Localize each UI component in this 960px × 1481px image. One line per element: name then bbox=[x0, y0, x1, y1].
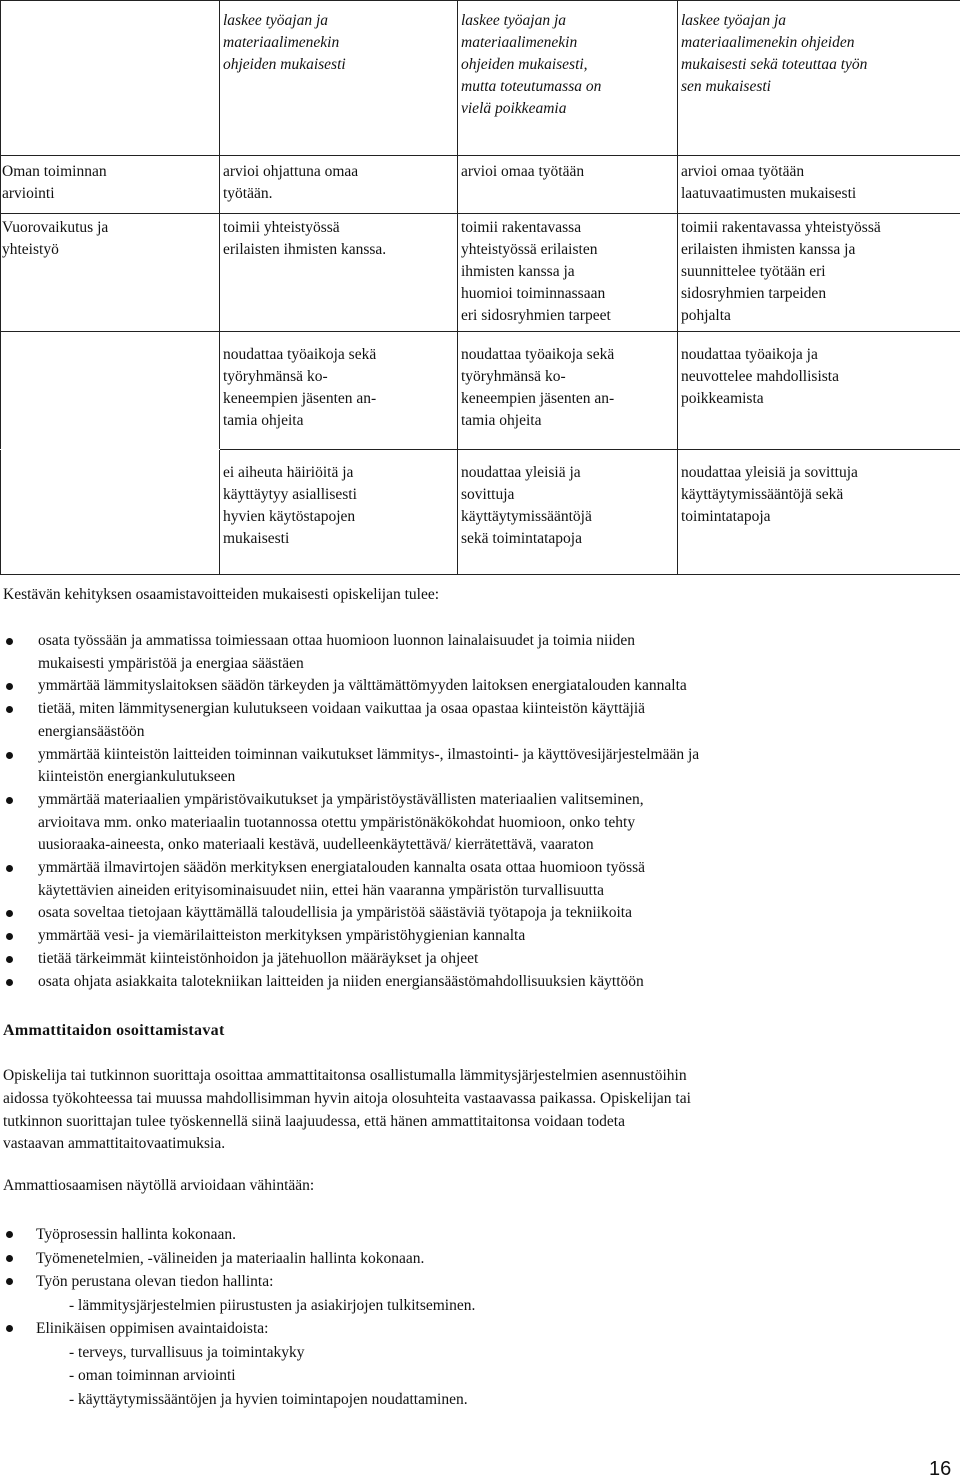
level-1-cell bbox=[220, 332, 458, 450]
assessment-lead: Ammattiosaamisen näytöllä arvioidaan vähintään: bbox=[3, 1177, 315, 1194]
cell-line: laskee työajan ja bbox=[461, 12, 567, 29]
level-3-cell bbox=[678, 332, 960, 450]
item-line: ymmärtää kiinteistön laitteiden toiminnan vaikutukset lämmitys-, ilmastointi- ja käyttövesijärjestelmään ja bbox=[38, 745, 700, 763]
cell-line: arvioi omaa työtään bbox=[681, 163, 805, 180]
list-item bbox=[3, 630, 953, 675]
cell-line: neuvottelee mahdollisista bbox=[681, 368, 839, 385]
item-line: ymmärtää lämmityslaitoksen säädön tärkeyden ja välttämättömyyden laitoksen energiatalouden kannalta bbox=[38, 677, 687, 695]
cell-line: sidosryhmien tarpeiden bbox=[681, 285, 827, 302]
criterion-label: Vuorovaikutus ja bbox=[2, 219, 109, 236]
item-line: ymmärtää vesi- ja viemärilaitteiston merkityksen ympäristöhygienian kannalta bbox=[38, 927, 526, 945]
assessment-criteria-table bbox=[0, 0, 960, 575]
item-line: arvioitava mm. onko materiaalin tuotannossa otettu ympäristönäkökohdat huomioon, onko tehty bbox=[38, 813, 636, 831]
cell-line: poikkeamista bbox=[681, 390, 764, 407]
criterion-label: Oman toiminnan bbox=[2, 163, 107, 180]
cell-line: huomioi toiminnassaan bbox=[461, 285, 606, 302]
cell-line: materiaalimenekin ohjeiden bbox=[681, 34, 855, 51]
cell-line: tamia ohjeita bbox=[461, 412, 542, 429]
list-item bbox=[3, 857, 953, 902]
level-3-cell bbox=[678, 214, 960, 332]
level-2-cell bbox=[458, 1, 678, 156]
table-row bbox=[1, 156, 960, 214]
cell-line: mukaisesti sekä toteuttaa työn bbox=[681, 56, 868, 73]
cell-line: noudattaa yleisiä ja bbox=[461, 464, 581, 481]
level-2-cell bbox=[458, 214, 678, 332]
cell-line: arvioi ohjattuna omaa bbox=[223, 163, 359, 180]
cell-line: noudattaa työaikoja ja bbox=[681, 346, 818, 363]
table-row bbox=[1, 450, 960, 575]
sub-item: - oman toiminnan arviointi bbox=[69, 1367, 236, 1384]
level-2-cell bbox=[458, 450, 678, 575]
cell-line: hyvien käytöstapojen bbox=[223, 508, 356, 525]
item-line: osata ohjata asiakkaita talotekniikan laitteiden ja niiden energiansäästömahdollisuuksien käyttöön bbox=[38, 972, 644, 990]
level-2-cell bbox=[458, 156, 678, 214]
cell-line: tamia ohjeita bbox=[223, 412, 304, 429]
sub-item: - käyttäytymissääntöjen ja hyvien toimintapojen noudattaminen. bbox=[69, 1390, 468, 1408]
item-line: tietää, miten lämmitysenergian kulutukseen voidaan vaikuttaa ja osaa opastaa kiinteistön käyttäjiä bbox=[38, 700, 646, 718]
item-line: kiinteistön energiankulutukseen bbox=[38, 768, 236, 786]
cell-line: sen mukaisesti bbox=[681, 78, 771, 95]
level-2-cell bbox=[458, 332, 678, 450]
cell-line: yhteistyössä erilaisten bbox=[461, 241, 598, 258]
cell-line: ihmisten kanssa ja bbox=[461, 263, 575, 280]
list-item bbox=[3, 698, 953, 743]
cell-line: käyttäytymissääntöjä bbox=[461, 508, 592, 525]
list-item bbox=[3, 675, 953, 698]
cell-line: laskee työajan ja bbox=[681, 12, 787, 29]
level-1-cell bbox=[220, 1, 458, 156]
cell-line: toimii rakentavassa bbox=[461, 219, 582, 236]
list-item bbox=[3, 744, 953, 789]
cell-line: laatuvaatimusten mukaisesti bbox=[681, 185, 857, 202]
list-item bbox=[3, 948, 953, 971]
cell-line: keneempien jäsenten an- bbox=[223, 390, 377, 407]
table-row bbox=[1, 1, 960, 156]
level-3-cell bbox=[678, 1, 960, 156]
cell-line: keneempien jäsenten an- bbox=[461, 390, 615, 407]
cell-line: ei aiheuta häiriöitä ja bbox=[223, 464, 354, 481]
criterion-cell bbox=[1, 1, 220, 156]
item-label: Elinikäisen oppimisen avaintaidoista: bbox=[36, 1320, 269, 1337]
cell-line: arvioi omaa työtään bbox=[461, 163, 585, 180]
cell-line: suunnittelee työtään eri bbox=[681, 263, 826, 280]
list-item bbox=[3, 902, 953, 925]
level-1-cell bbox=[220, 450, 458, 575]
table-row bbox=[1, 214, 960, 332]
cell-line: ohjeiden mukaisesti bbox=[223, 56, 346, 73]
list-item bbox=[3, 1317, 953, 1411]
cell-line: sekä toimintatapoja bbox=[461, 530, 582, 547]
list-item bbox=[3, 1223, 953, 1247]
item-label: Työprosessin hallinta kokonaan. bbox=[36, 1226, 236, 1243]
criterion-label: arviointi bbox=[2, 185, 55, 202]
list-item bbox=[3, 1270, 953, 1317]
cell-line: erilaisten ihmisten kanssa ja bbox=[681, 241, 856, 258]
level-3-cell bbox=[678, 450, 960, 575]
cell-line: mukaisesti bbox=[223, 530, 290, 547]
criterion-cell bbox=[1, 332, 220, 450]
item-line: ymmärtää ilmavirtojen säädön merkityksen energiatalouden kannalta osata ottaa huomioon työssä bbox=[38, 859, 646, 877]
sustainability-list bbox=[3, 630, 953, 993]
cell-line: materiaalimenekin bbox=[223, 34, 340, 51]
section-heading: Ammattitaidon osoittamistavat bbox=[3, 1022, 225, 1039]
paragraph-line: aidossa työkohteessa tai muussa mahdollisimman hyvin aitoja olosuhteita vastaavassa paikassa. Opiskelijan tai bbox=[3, 1089, 691, 1107]
list-item bbox=[3, 1247, 953, 1271]
cell-line: pohjalta bbox=[681, 307, 731, 324]
criterion-cell bbox=[1, 450, 220, 575]
item-line: käytettävien aineiden erityisominaisuudet niin, ettei hän vaaranna ympäristön turvallisuutta bbox=[38, 881, 605, 899]
cell-line: ohjeiden mukaisesti, bbox=[461, 56, 588, 73]
cell-line: työtään. bbox=[223, 185, 273, 202]
cell-line: käyttäytyy asiallisesti bbox=[223, 486, 357, 503]
cell-line: toimintatapoja bbox=[681, 508, 771, 525]
cell-line: toimii yhteistyössä bbox=[223, 219, 340, 236]
page-number: 16 bbox=[929, 1458, 952, 1480]
assessment-list bbox=[3, 1223, 953, 1411]
demonstration-paragraph bbox=[3, 1065, 953, 1156]
sub-item: - terveys, turvallisuus ja toimintakyky bbox=[69, 1343, 305, 1361]
cell-line: mutta toteutumassa on bbox=[461, 78, 602, 95]
cell-line: erilaisten ihmisten kanssa. bbox=[223, 241, 387, 258]
level-1-cell bbox=[220, 156, 458, 214]
paragraph-line: vastaavan ammattitaitovaatimuksia. bbox=[3, 1135, 226, 1153]
item-line: uusioraaka-aineesta, onko materiaali kestävä, uudelleenkäytettävä/ kierrätettävä, vaaraton bbox=[38, 836, 594, 854]
cell-line: toimii rakentavassa yhteistyössä bbox=[681, 219, 881, 236]
sub-item: - lämmitysjärjestelmien piirustusten ja asiakirjojen tulkitseminen. bbox=[69, 1296, 476, 1314]
cell-line: sovittuja bbox=[461, 486, 515, 503]
cell-line: noudattaa työaikoja sekä bbox=[223, 346, 377, 363]
cell-line: vielä poikkeamia bbox=[461, 100, 567, 117]
item-line: tietää tärkeimmät kiinteistönhoidon ja jätehuollon määräykset ja ohjeet bbox=[38, 949, 479, 967]
cell-line: käyttäytymissääntöjä sekä bbox=[681, 486, 844, 503]
criterion-label: yhteistyö bbox=[2, 241, 59, 258]
item-label: Työmenetelmien, -välineiden ja materiaalin hallinta kokonaan. bbox=[36, 1249, 425, 1267]
criterion-cell bbox=[1, 156, 220, 214]
table-row bbox=[1, 332, 960, 450]
cell-line: työryhmänsä ko- bbox=[461, 368, 566, 385]
cell-line: noudattaa työaikoja sekä bbox=[461, 346, 615, 363]
sustainability-intro: Kestävän kehityksen osaamistavoitteiden mukaisesti opiskelijan tulee: bbox=[3, 586, 440, 603]
item-line: mukaisesti ympäristöä ja energiaa säästäen bbox=[38, 654, 304, 672]
item-line: energiansäästöön bbox=[38, 722, 145, 740]
criterion-cell bbox=[1, 214, 220, 332]
cell-line: laskee työajan ja bbox=[223, 12, 329, 29]
level-3-cell bbox=[678, 156, 960, 214]
paragraph-line: Opiskelija tai tutkinnon suorittaja osoittaa ammattitaitonsa osallistumalla lämmitysjärjestelmien asennustöihin bbox=[3, 1067, 687, 1084]
list-item bbox=[3, 971, 953, 994]
cell-line: eri sidosryhmien tarpeet bbox=[461, 307, 611, 324]
cell-line: työryhmänsä ko- bbox=[223, 368, 328, 385]
item-line: ymmärtää materiaalien ympäristövaikutukset ja ympäristöystävällisten materiaalien valitseminen, bbox=[38, 790, 644, 808]
cell-line: noudattaa yleisiä ja sovittuja bbox=[681, 464, 858, 481]
item-line: osata soveltaa tietojaan käyttämällä taloudellisia ja ympäristöä säästäviä työtapoja ja tekniikoita bbox=[38, 904, 632, 922]
level-1-cell bbox=[220, 214, 458, 332]
cell-line: materiaalimenekin bbox=[461, 34, 578, 51]
list-item bbox=[3, 789, 953, 857]
paragraph-line: tutkinnon suorittajan tulee työskennellä siinä laajuudessa, että hänen ammattitaitonsa voidaan todeta bbox=[3, 1112, 625, 1130]
item-line: osata työssään ja ammatissa toimiessaan ottaa huomioon luonnon lainalaisuudet ja toimia niiden bbox=[38, 632, 636, 649]
item-label: Työn perustana olevan tiedon hallinta: bbox=[36, 1273, 274, 1290]
list-item bbox=[3, 925, 953, 948]
